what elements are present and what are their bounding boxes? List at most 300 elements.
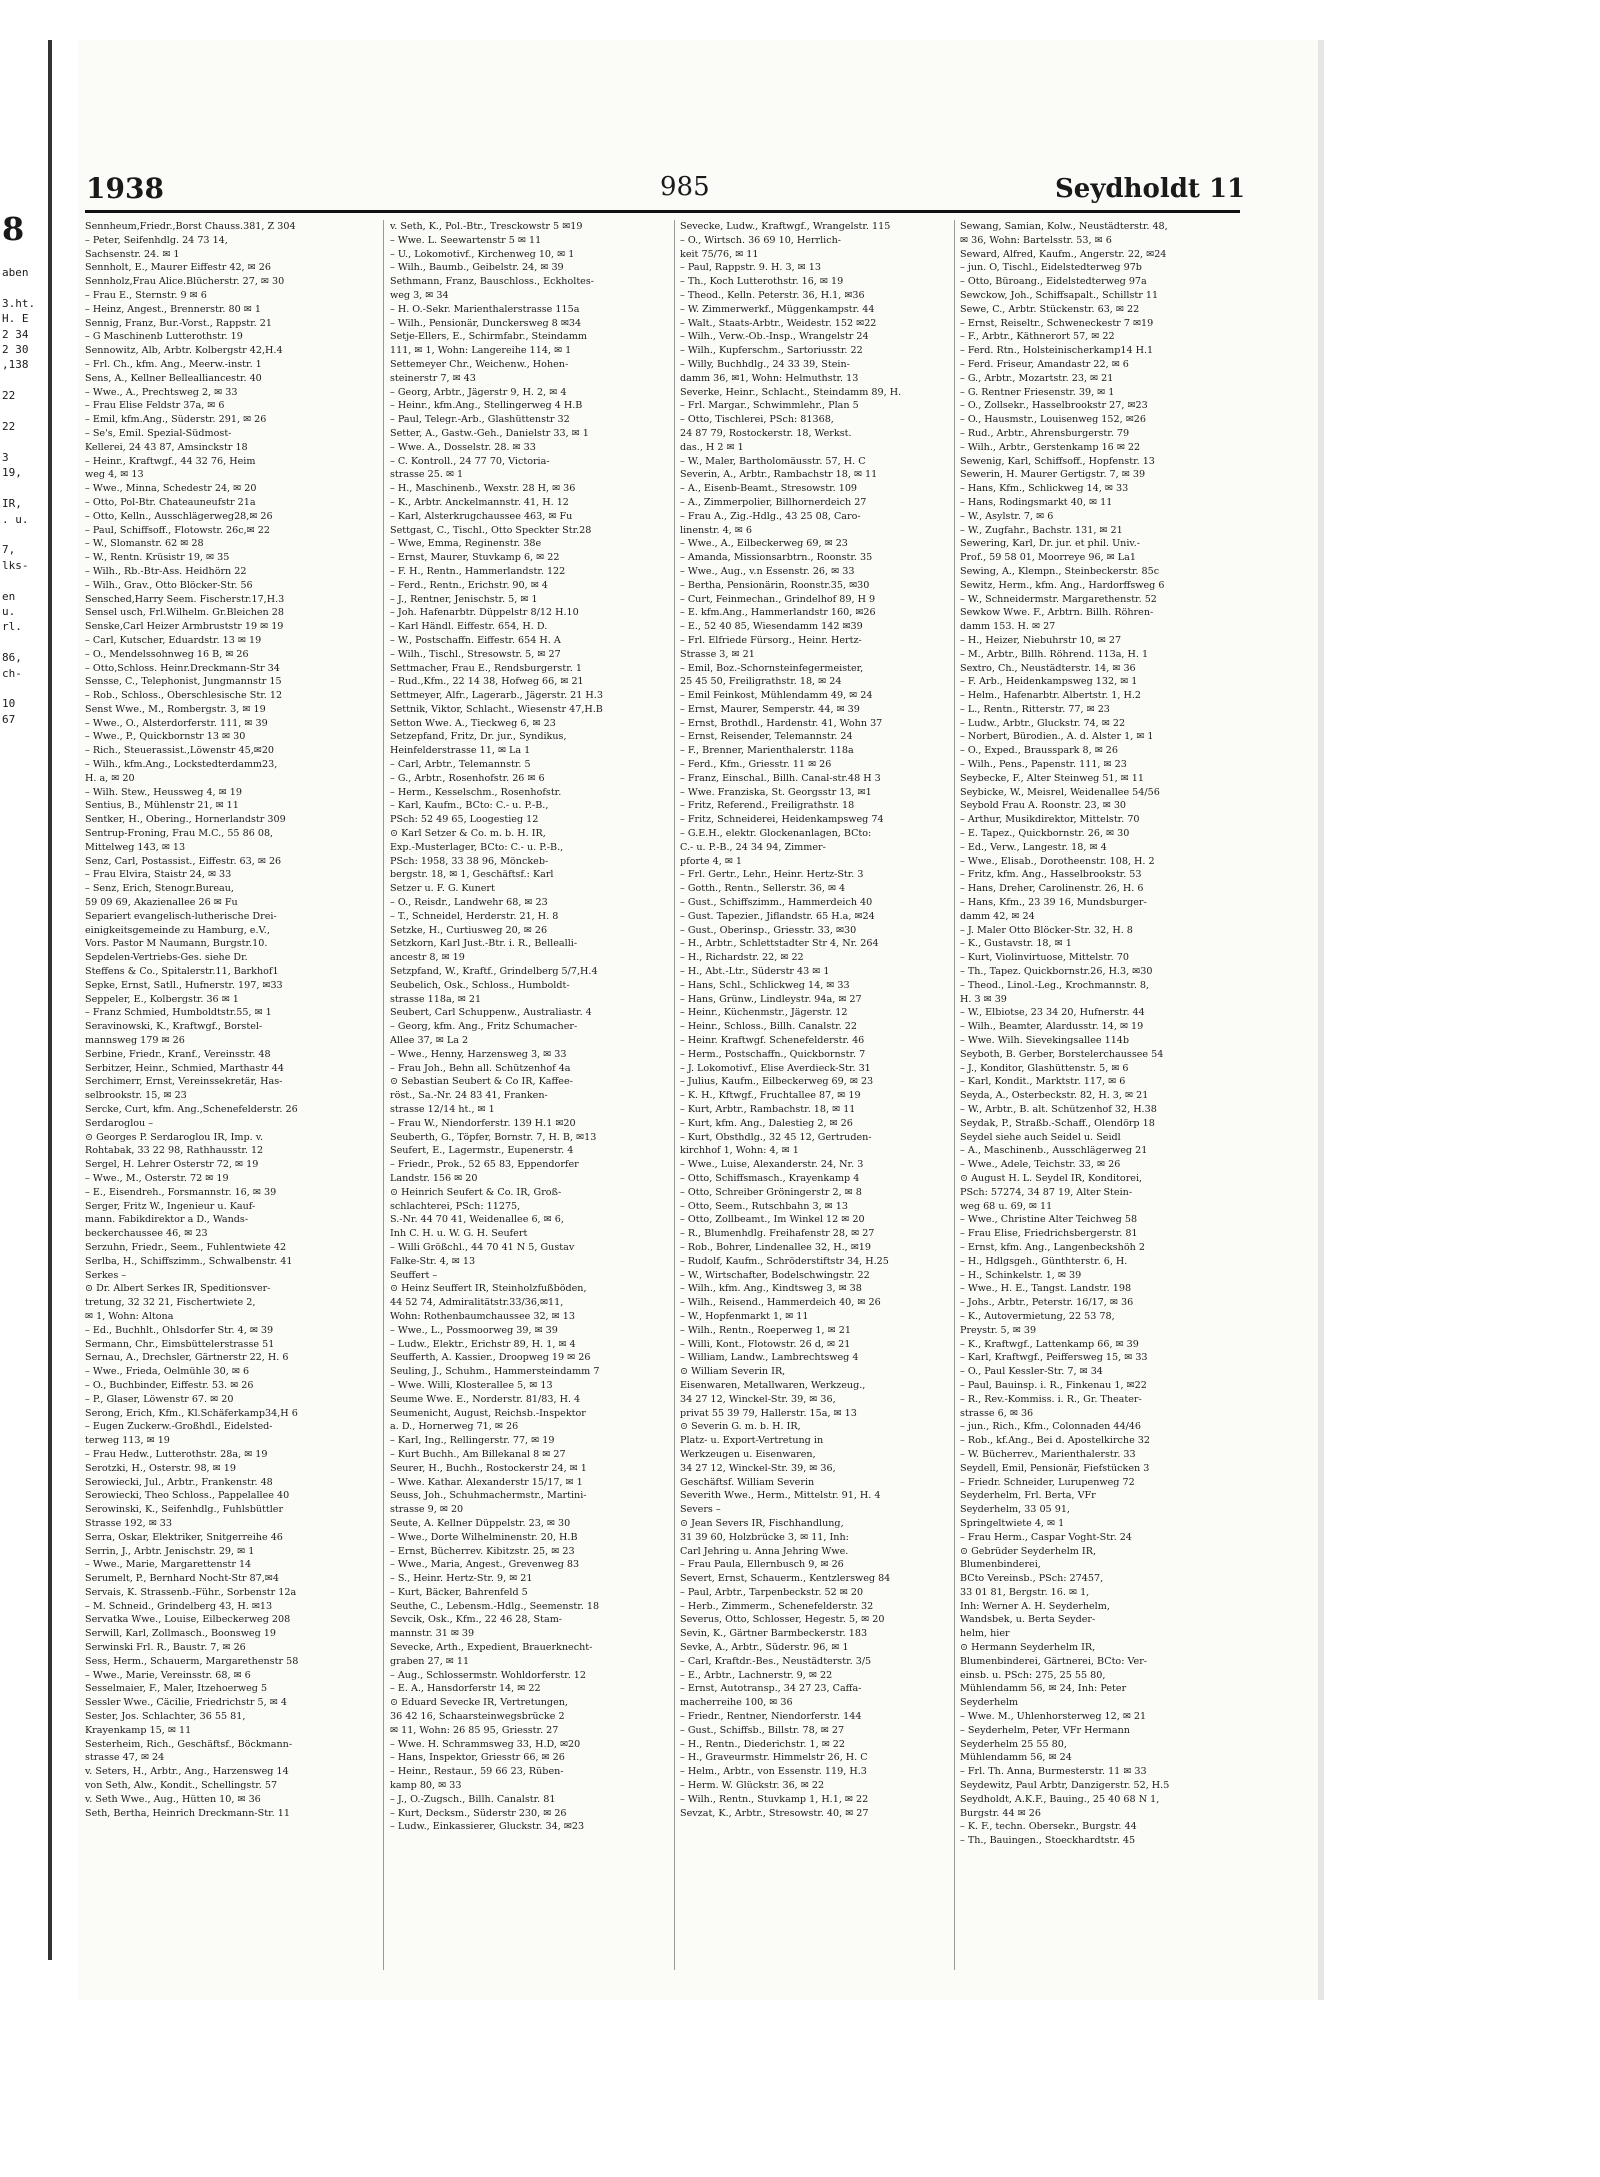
directory-entry: 44 52 74, Admiralitätstr.33/36,✉11, [390, 1297, 564, 1309]
directory-entry: – H., Maschinenb., Wexstr. 28 H, ✉ 36 [390, 483, 576, 495]
directory-entry: – Wilh., Rentn., Stuvkamp 1, H.1, ✉ 22 [680, 1793, 869, 1805]
directory-entry: – J., O.-Zugsch., Billh. Canalstr. 81 [390, 1793, 556, 1805]
directory-entry: strasse 118a, ✉ 21 [390, 993, 482, 1005]
directory-entry: – Ernst, Reiseltr., Schweneckestr 7 ✉19 [960, 317, 1154, 329]
directory-entry: beckerchaussee 46, ✉ 23 [85, 1228, 208, 1240]
directory-entry: Sernau, A., Drechsler, Gärtnerstr 22, H. 6 [85, 1352, 289, 1364]
directory-entry: Serowiecki, Jul., Arbtr., Frankenstr. 48 [85, 1476, 273, 1488]
directory-entry: – E. Tapez., Quickbornstr. 26, ✉ 30 [960, 828, 1130, 840]
directory-entry: Sermann, Chr., Eimsbüttelerstrasse 51 [85, 1338, 275, 1350]
directory-entry: – Wilh., Kupferschm., Sartoriusstr. 22 [680, 345, 863, 357]
directory-entry: Allee 37, ✉ La 2 [390, 1035, 469, 1047]
directory-entry: Seuthe, C., Lebensm.-Hdlg., Seemenstr. 18 [390, 1600, 600, 1612]
directory-entry: Blumenbinderei, [960, 1559, 1041, 1571]
directory-entry: – Herm., Kesselschm., Rosenhofstr. [390, 786, 562, 798]
directory-entry: – E. kfm.Ang., Hammerlandstr 160, ✉26 [680, 607, 876, 619]
directory-entry: Wandsbek, u. Berta Seyder- [960, 1614, 1096, 1626]
directory-entry: – Theod., Linol.-Leg., Krochmannstr. 8, [960, 979, 1150, 991]
directory-entry: Seuling, J., Schuhm., Hammersteindamm 7 [390, 1366, 600, 1378]
directory-entry: Seubelich, Osk., Schloss., Humboldt- [390, 979, 570, 991]
directory-entry: damm 36, ✉1, Wohn: Helmuthstr. 13 [680, 372, 859, 384]
directory-entry: – Karl, Kondit., Marktstr. 117, ✉ 6 [960, 1076, 1126, 1088]
directory-entry: Sepke, Ernst, Satll., Hufnerstr. 197, ✉33 [85, 979, 283, 991]
directory-entry: – Julius, Kaufm., Eilbeckerweg 69, ✉ 23 [680, 1076, 874, 1088]
directory-entry: terweg 113, ✉ 19 [85, 1435, 170, 1447]
directory-entry: ⊙ Eduard Sevecke IR, Vertretungen, [390, 1697, 568, 1709]
directory-entry: Landstr. 156 ✉ 20 [390, 1172, 478, 1184]
directory-entry: – Otto, Schiffsmasch., Krayenkamp 4 [680, 1172, 860, 1184]
directory-entry: – Karl, Alsterkrugchaussee 463, ✉ Fu [390, 510, 573, 522]
directory-entry: helm, hier [960, 1628, 1010, 1640]
directory-entry: – W., Zugfahr., Bachstr. 131, ✉ 21 [960, 524, 1123, 536]
column-divider [383, 220, 384, 1970]
directory-entry: – H., Rentn., Diederichstr. 1, ✉ 22 [680, 1738, 845, 1750]
directory-entry: – L., Rentn., Ritterstr. 77, ✉ 23 [960, 703, 1110, 715]
directory-entry: – Heinr., Küchenmstr., Jägerstr. 12 [680, 1007, 848, 1019]
directory-entry: Severus, Otto, Schlosser, Hegestr. 5, ✉ 20 [680, 1614, 885, 1626]
directory-entry: Exp.-Musterlager, BCto: C.- u. P.-B., [390, 841, 564, 853]
directory-entry: – Wilh., Grav., Otto Blöcker-Str. 56 [85, 579, 253, 591]
directory-entry: steinerstr 7, ✉ 43 [390, 372, 476, 384]
directory-entry: Sachsenstr. 24. ✉ 1 [85, 248, 180, 260]
directory-entry: Sentius, B., Mühlenstr 21, ✉ 11 [85, 800, 239, 812]
directory-entry: – Otto, Pol-Btr. Chateauneufstr 21a [85, 496, 256, 508]
directory-entry: Seuberth, G., Töpfer, Bornstr. 7, H. B, ✉13 [390, 1131, 597, 1143]
directory-entry: 33 01 81, Bergstr. 16. ✉ 1, [960, 1586, 1090, 1598]
directory-entry: Sevecke, Ludw., Kraftwgf., Wrangelstr. 115 [680, 221, 891, 232]
directory-entry: – Herb., Zimmerm., Schenefelderstr. 32 [680, 1600, 874, 1612]
directory-entry: ⊙ Karl Setzer & Co. m. b. H. IR, [390, 828, 546, 840]
directory-entry: – Kurt, Decksm., Süderstr 230, ✉ 26 [390, 1807, 567, 1819]
directory-entry: – Heinr. Kraftwgf. Schenefelderstr. 46 [680, 1035, 865, 1047]
directory-entry: Sennig, Franz, Bur.-Vorst., Rappstr. 21 [85, 317, 272, 329]
directory-entry: Serkes – [85, 1269, 127, 1281]
directory-entry: – Eugen Zuckerw.-Großhdl., Eidelsted- [85, 1421, 273, 1433]
directory-entry: – W., Slomanstr. 62 ✉ 28 [85, 538, 204, 550]
directory-entry: Seute, A. Kellner Düppelstr. 23, ✉ 30 [390, 1517, 571, 1529]
directory-entry: – Curt, Feinmechan., Grindelhof 89, H 9 [680, 593, 876, 605]
directory-entry: damm 153. H. ✉ 27 [960, 621, 1056, 633]
directory-entry: – H. O.-Sekr. Marienthalerstrasse 115a [390, 303, 580, 315]
directory-entry: – Emil Feinkost, Mühlendamm 49, ✉ 24 [680, 690, 873, 702]
directory-entry: Sepdelen-Vertriebs-Ges. siehe Dr. [85, 952, 248, 964]
gutter-page-digit: 8 [2, 210, 25, 248]
directory-entry: – Carl, Kutscher, Eduardstr. 13 ✉ 19 [85, 634, 262, 646]
directory-entry: – R., Rev.-Kommiss. i. R., Gr. Theater- [960, 1393, 1142, 1405]
directory-entry: PSch: 1958, 33 38 96, Mönckeb- [390, 855, 549, 867]
directory-entry: Servatka Wwe., Louise, Eilbeckerweg 208 [85, 1614, 291, 1626]
directory-entry: – Wwe. Wilh. Sievekingsallee 114b [960, 1035, 1130, 1047]
directory-entry: – Wwe., Christine Alter Teichweg 58 [960, 1214, 1138, 1226]
directory-entry: – Wilh., Tischl., Stresowstr. 5, ✉ 27 [390, 648, 561, 660]
directory-entry: Serrin, J., Arbtr. Jenischstr. 29, ✉ 1 [85, 1545, 255, 1557]
directory-entry: – Friedr. Schneider, Lurupenweg 72 [960, 1476, 1135, 1488]
directory-entry: – E. A., Hansdorferstr 14, ✉ 22 [390, 1683, 541, 1695]
directory-entry: Sennholt, E., Maurer Eiffestr 42, ✉ 26 [85, 262, 271, 274]
directory-entry: – Gust., Schiffszimm., Hammerdeich 40 [680, 897, 873, 909]
directory-entry: Settmacher, Frau E., Rendsburgerstr. 1 [390, 662, 582, 674]
directory-entry: – Herm. W. Glückstr. 36, ✉ 22 [680, 1780, 825, 1792]
directory-entry: Serbitzer, Heinr., Schmied, Marthastr 44 [85, 1062, 284, 1074]
directory-entry: – Norbert, Bürodien., A. d. Alster 1, ✉ 1 [960, 731, 1154, 743]
directory-entry: ✉ 36, Wohn: Bartelsstr. 53, ✉ 6 [960, 234, 1112, 246]
directory-entry: Mittelweg 143, ✉ 13 [85, 841, 186, 853]
directory-entry: Seydak, P., Straßb.-Schaff., Olendörp 18 [960, 1117, 1155, 1129]
directory-entry: – Wwe. Kathar. Alexanderstr 15/17, ✉ 1 [390, 1476, 583, 1488]
directory-entry: Seydell, Emil, Pensionär, Fiefstücken 3 [960, 1462, 1150, 1474]
directory-entry: – Franz Schmied, Humboldtstr.55, ✉ 1 [85, 1007, 272, 1019]
directory-entry: Inh: Werner A. H. Seyderhelm, [960, 1600, 1110, 1612]
directory-entry: – Rob., Bohrer, Lindenallee 32, H., ✉19 [680, 1241, 871, 1253]
directory-entry: – Wwe., Henny, Harzensweg 3, ✉ 33 [390, 1048, 567, 1060]
directory-entry: – Helm., Hafenarbtr. Albertstr. 1, H.2 [960, 690, 1142, 702]
directory-entry: Seyboth, B. Gerber, Borstelerchaussee 54 [960, 1048, 1164, 1060]
directory-entry: 111, ✉ 1, Wohn: Langereihe 114, ✉ 1 [390, 345, 572, 357]
directory-entry: – Wilh., Baumb., Geibelstr. 24, ✉ 39 [390, 262, 564, 274]
directory-entry: – Peter, Seifenhdlg. 24 73 14, [85, 234, 228, 246]
directory-entry: – G Maschinenb Lutterothstr. 19 [85, 331, 243, 343]
directory-entry: v. Seters, H., Arbtr., Ang., Harzensweg 14 [85, 1766, 289, 1778]
directory-entry: – H., Heizer, Niebuhrstr 10, ✉ 27 [960, 634, 1122, 646]
directory-entry: – Otto, Tischlerei, PSch: 81368, [680, 414, 834, 426]
directory-entry: Seuss, Joh., Schuhmachermstr., Martini- [390, 1490, 587, 1502]
directory-entry: – Wilh., Beamter, Alardusstr. 14, ✉ 19 [960, 1021, 1144, 1033]
directory-entry: – Wwe., P., Quickbornstr 13 ✉ 30 [85, 731, 246, 743]
directory-entry: – Kurt Buchh., Am Billekanal 8 ✉ 27 [390, 1448, 566, 1460]
directory-entry: – Frau Joh., Behn all. Schützenhof 4a [390, 1062, 571, 1074]
directory-entry: – Otto, Zollbeamt., Im Winkel 12 ✉ 20 [680, 1214, 865, 1226]
directory-entry: – Willi, Kont., Flotowstr. 26 d, ✉ 21 [680, 1338, 851, 1350]
directory-entry: Serlba, H., Schiffszimm., Schwalbenstr. 41 [85, 1255, 293, 1267]
directory-entry: – Frl. Elfriede Fürsorg., Heinr. Hertz- [680, 634, 862, 646]
directory-entry: – G., Arbtr., Mozartstr. 23, ✉ 21 [960, 372, 1114, 384]
directory-entry: Serbine, Friedr., Kranf., Vereinsstr. 48 [85, 1048, 271, 1060]
directory-entry: einsb. u. PSch: 275, 25 55 80, [960, 1669, 1106, 1681]
directory-entry: Heinfelderstrasse 11, ✉ La 1 [390, 745, 531, 757]
directory-entry: Setter, A., Gastw.-Geh., Danielstr 33, ✉ 1 [390, 427, 589, 439]
directory-entry: Falke-Str. 4, ✉ 13 [390, 1255, 476, 1267]
directory-entry: Seubert, Carl Schuppenw., Australiastr. 4 [390, 1007, 592, 1019]
directory-entry: – G., Arbtr., Rosenhofstr. 26 ✉ 6 [390, 772, 545, 784]
directory-entry: Serumelt, P., Bernhard Nocht-Str 87,✉4 [85, 1573, 279, 1585]
directory-entry: – O., Hausmstr., Louisenweg 152, ✉26 [960, 414, 1146, 426]
directory-entry: – Fritz, Referend., Freiligrathstr. 18 [680, 800, 855, 812]
directory-entry: – Frl. Gertr., Lehr., Heinr. Hertz-Str. 3 [680, 869, 864, 881]
directory-entry: Geschäftsf. William Severin [680, 1476, 815, 1488]
directory-entry: Sentker, H., Obering., Hornerlandstr 309 [85, 814, 286, 826]
directory-entry: Seybecke, F., Alter Steinweg 51, ✉ 11 [960, 772, 1144, 784]
directory-entry: Sensel usch, Frl.Wilhelm. Gr.Bleichen 28 [85, 607, 284, 619]
directory-entry: – Rudolf, Kaufm., Schröderstiftstr 34, H.25 [680, 1255, 889, 1267]
directory-entry: – Ferd. Friseur, Amandastr 22, ✉ 6 [960, 358, 1129, 370]
directory-entry: – Ernst, Maurer, Stuvkamp 6, ✉ 22 [390, 552, 560, 564]
directory-entry: Seyderhelm 25 55 80, [960, 1738, 1067, 1750]
directory-entry: Serotzki, H., Osterstr. 98, ✉ 19 [85, 1462, 236, 1474]
directory-entry: – W., Maler, Bartholomäusstr. 57, H. C [680, 455, 866, 467]
directory-entry: – Rich., Steuerassist.,Löwenstr 45,✉20 [85, 745, 275, 757]
directory-entry: – W., Schneidermstr. Margarethenstr. 52 [960, 593, 1157, 605]
directory-entry: – Bertha, Pensionärin, Roonstr.35, ✉30 [680, 579, 870, 591]
directory-entry: – Ernst, Autotransp., 34 27 23, Caffa- [680, 1683, 862, 1695]
directory-entry: – Wilh., Reisend., Hammerdeich 40, ✉ 26 [680, 1297, 881, 1309]
directory-entry: Seybicke, W., Meisrel, Weidenallee 54/56 [960, 786, 1160, 798]
directory-entry: – jun. O, Tischl., Eidelstedterweg 97b [960, 262, 1142, 274]
directory-entry: Senz, Carl, Postassist., Eiffestr. 63, ✉ 26 [85, 855, 282, 867]
column-3 [680, 220, 970, 1970]
directory-entry: – Gust., Schiffsb., Billstr. 78, ✉ 27 [680, 1724, 845, 1736]
directory-entry: – Wwe., Aug., v.n Essenstr. 26, ✉ 33 [680, 565, 855, 577]
directory-entry: – W. Zimmerwerkf., Müggenkampstr. 44 [680, 303, 875, 315]
directory-entry: – Frau E., Sternstr. 9 ✉ 6 [85, 289, 207, 301]
directory-entry: Sethmann, Franz, Bauschloss., Eckholtes- [390, 276, 595, 288]
directory-entry: Serong, Erich, Kfm., Kl.Schäferkamp34,H 6 [85, 1407, 298, 1419]
directory-entry: Vors. Pastor M Naumann, Burgstr.10. [85, 938, 268, 950]
directory-entry: – W., Postschaffn. Eiffestr. 654 H. A [390, 634, 561, 646]
column-2 [390, 220, 680, 1970]
directory-entry: – Wwe. L. Seewartenstr 5 ✉ 11 [390, 234, 542, 246]
directory-entry: Setje-Ellers, E., Schirmfabr., Steindamm [390, 331, 587, 343]
directory-entry: – Wilh., Pensionär, Dunckersweg 8 ✉34 [390, 317, 582, 329]
directory-entry: ⊙ Jean Severs IR, Fischhandlung, [680, 1517, 844, 1529]
directory-entry: Sergel, H. Lehrer Osterstr 72, ✉ 19 [85, 1159, 259, 1171]
directory-entry: – Georg, Arbtr., Jägerstr 9, H. 2, ✉ 4 [390, 386, 567, 398]
directory-entry: Sercke, Curt, kfm. Ang.,Schenefelderstr. 26 [85, 1104, 298, 1115]
directory-entry: – Paul, Bauinsp. i. R., Finkenau 1, ✉22 [960, 1379, 1147, 1391]
directory-entry: Sevzat, K., Arbtr., Stresowstr. 40, ✉ 27 [680, 1807, 869, 1819]
directory-entry: – A., Eisenb-Beamt., Stresowstr. 109 [680, 483, 858, 495]
directory-entry: – H., Schinkelstr. 1, ✉ 39 [960, 1269, 1082, 1281]
directory-entry: – Otto, Schreiber Gröningerstr 2, ✉ 8 [680, 1186, 862, 1198]
directory-entry: kamp 80, ✉ 33 [390, 1780, 462, 1792]
directory-entry: 24 87 79, Rostockerstr. 18, Werkst. [680, 427, 852, 439]
directory-entry: – K. H., Kftwgf., Fruchtallee 87, ✉ 19 [680, 1090, 861, 1102]
directory-entry: – Frau Elvira, Staistr 24, ✉ 33 [85, 869, 232, 881]
directory-entry: – Wilh., Arbtr., Gerstenkamp 16 ✉ 22 [960, 441, 1141, 453]
directory-entry: – Carl, Kraftdr.-Bes., Neustädterstr. 3/5 [680, 1655, 872, 1667]
directory-entry: mannstr. 31 ✉ 39 [390, 1628, 475, 1640]
directory-entry: Serger, Fritz W., Ingenieur u. Kauf- [85, 1200, 256, 1212]
directory-entry: Sesterheim, Rich., Geschäftsf., Böckmann- [85, 1738, 293, 1750]
directory-entry: – Amanda, Missionsarbtrn., Roonstr. 35 [680, 552, 873, 564]
directory-entry: – Hans, Grünw., Lindleystr. 94a, ✉ 27 [680, 993, 862, 1005]
directory-entry: – Otto, Seem., Rutschbahn 3, ✉ 13 [680, 1200, 848, 1212]
directory-entry: – Wilh., Rb.-Btr-Ass. Heidhörn 22 [85, 565, 247, 577]
directory-entry: – Otto,Schloss. Heinr.Dreckmann-Str 34 [85, 662, 280, 674]
directory-entry: – Hans, Dreher, Carolinenstr. 26, H. 6 [960, 883, 1144, 895]
directory-entry: – Heinr., Schloss., Billh. Canalstr. 22 [680, 1021, 857, 1033]
directory-entry: – Arthur, Musikdirektor, Mittelstr. 70 [960, 814, 1140, 826]
directory-entry: – W., Hopfenmarkt 1, ✉ 11 [680, 1310, 809, 1322]
directory-entry: – Ernst, Maurer, Semperstr. 44, ✉ 39 [680, 703, 860, 715]
directory-entry: – Wwe. M., Uhlenhorsterweg 12, ✉ 21 [960, 1711, 1147, 1723]
directory-entry: – Th., Bauingen., Stoeckhardtstr. 45 [960, 1835, 1136, 1847]
directory-entry: Sewang, Samian, Kolw., Neustädterstr. 48, [960, 221, 1168, 232]
column-divider [674, 220, 675, 1970]
directory-entry: 34 27 12, Winckel-Str. 39, ✉ 36, [680, 1462, 836, 1474]
directory-entry: – Emil, kfm.Ang., Süderstr. 291, ✉ 26 [85, 414, 267, 426]
directory-entry: – O., Wirtsch. 36 69 10, Herrlich- [680, 234, 842, 246]
directory-entry: das., H 2 ✉ 1 [680, 441, 744, 453]
header-running-head: Seydholdt 11 [1055, 174, 1246, 204]
directory-entry: – Ernst, Bücherrev. Kibitzstr. 25, ✉ 23 [390, 1545, 575, 1557]
directory-entry: Setzkorn, Karl Just.-Btr. i. R., Bellealli- [390, 938, 578, 950]
directory-entry: von Seth, Alw., Kondit., Schellingstr. 57 [85, 1780, 278, 1792]
directory-entry: Sewckow, Joh., Schiffsapalt., Schillstr 11 [960, 289, 1159, 301]
directory-entry: – Ferd. Rtn., Holsteinischerkamp14 H.1 [960, 345, 1154, 357]
directory-entry: Seyda, A., Osterbeckstr. 82, H. 3, ✉ 21 [960, 1090, 1149, 1102]
directory-entry: – Wwe., Maria, Angest., Grevenweg 83 [390, 1559, 580, 1571]
directory-entry: – Wwe. Willi, Klosterallee 5, ✉ 13 [390, 1379, 553, 1391]
directory-entry: – Frau Hedw., Lutterothstr. 28a, ✉ 19 [85, 1448, 268, 1460]
directory-entry: – W., Rentn. Krüsistr 19, ✉ 35 [85, 552, 230, 564]
directory-entry: ⊙ August H. L. Seydel IR, Konditorei, [960, 1172, 1143, 1184]
directory-entry: Setzepfand, Fritz, Dr. jur., Syndikus, [390, 731, 567, 743]
directory-entry: – Paul, Schiffsoff., Flotowstr. 26c,✉ 22 [85, 524, 270, 536]
directory-entry: – Wwe., Adele, Teichstr. 33, ✉ 26 [960, 1159, 1121, 1171]
directory-entry: 25 45 50, Freiligrathstr. 18, ✉ 24 [680, 676, 842, 688]
directory-entry: selbrookstr. 15, ✉ 23 [85, 1090, 187, 1102]
directory-entry: – K., Gustavstr. 18, ✉ 1 [960, 938, 1072, 950]
directory-entry: – Wilh., Rentn., Roeperweg 1, ✉ 21 [680, 1324, 851, 1336]
directory-entry: – Wwe., H. E., Tangst. Landstr. 198 [960, 1283, 1132, 1295]
directory-entry: PSch: 57274, 34 87 19, Alter Stein- [960, 1186, 1133, 1198]
directory-entry: strasse 47, ✉ 24 [85, 1752, 165, 1764]
directory-entry: Serowiecki, Theo Schloss., Pappelallee 40 [85, 1490, 290, 1502]
directory-entry: – Hans, Rodingsmarkt 40, ✉ 11 [960, 496, 1113, 508]
directory-entry: keit 75/76, ✉ 11 [680, 248, 759, 260]
directory-entry: – Otto, Büroang., Eidelstedterweg 97a [960, 276, 1147, 288]
directory-entry: – Hans, Inspektor, Griesstr 66, ✉ 26 [390, 1752, 565, 1764]
directory-entry: – Wwe., Marie, Vereinsstr. 68, ✉ 6 [85, 1669, 251, 1681]
directory-entry: – Joh. Hafenarbtr. Düppelstr 8/12 H.10 [390, 607, 579, 619]
directory-entry: damm 42, ✉ 24 [960, 910, 1035, 922]
directory-entry: Sewerin, H. Maurer Gertigstr. 7, ✉ 39 [960, 469, 1146, 481]
directory-entry: Serra, Oskar, Elektriker, Snitgerreihe 46 [85, 1531, 283, 1543]
directory-entry: – Wwe., Marie, Margarettenstr 14 [85, 1559, 252, 1571]
directory-entry: – Wwe., Luise, Alexanderstr. 24, Nr. 3 [680, 1159, 864, 1171]
directory-entry: Sens, A., Kellner Bellealliancestr. 40 [85, 372, 262, 384]
directory-entry: Settgast, C., Tischl., Otto Speckter Str.28 [390, 524, 592, 536]
directory-entry: – jun., Rich., Kfm., Colonnaden 44/46 [960, 1421, 1142, 1433]
directory-entry: – S., Heinr. Hertz-Str. 9, ✉ 21 [390, 1573, 533, 1585]
directory-entry: – Paul, Rappstr. 9. H. 3, ✉ 13 [680, 262, 821, 274]
directory-entry: Sennheum,Friedr.,Borst Chauss.381, Z 304 [85, 221, 296, 232]
directory-entry: Platz- u. Export-Vertretung in [680, 1435, 824, 1447]
directory-entry: ✉ 11, Wohn: 26 85 95, Griesstr. 27 [390, 1724, 559, 1736]
directory-entry: kirchhof 1, Wohn: 4, ✉ 1 [680, 1145, 799, 1157]
directory-entry: – Ludw., Elektr., Erichstr 89, H. 1, ✉ 4 [390, 1338, 576, 1350]
directory-entry: Sewing, A., Klempn., Steinbeckerstr. 85c [960, 565, 1160, 577]
directory-entry: Sess, Herm., Schauerm, Margarethenstr 58 [85, 1655, 299, 1667]
directory-entry: – T., Schneidel, Herderstr. 21, H. 8 [390, 910, 559, 922]
directory-entry: – Th., Tapez. Quickbornstr.26, H.3, ✉30 [960, 966, 1153, 978]
directory-entry: a. D., Hornerweg 71, ✉ 26 [390, 1421, 519, 1433]
directory-entry: bergstr. 18, ✉ 1, Geschäftsf.: Karl [390, 869, 554, 881]
directory-entry: – Paul, Arbtr., Tarpenbeckstr. 52 ✉ 20 [680, 1586, 864, 1598]
directory-entry: – Se's, Emil. Spezial-Südmost- [85, 427, 232, 439]
directory-entry: v. Seth Wwe., Aug., Hütten 10, ✉ 36 [85, 1793, 261, 1805]
directory-entry: ⊙ Gebrüder Seyderhelm IR, [960, 1545, 1096, 1557]
directory-entry: Settnik, Viktor, Schlacht., Wiesenstr 47,H.B [390, 703, 603, 715]
directory-entry: Sevcik, Osk., Kfm., 22 46 28, Stam- [390, 1614, 563, 1626]
directory-entry: Senske,Carl Heizer Armbruststr 19 ✉ 19 [85, 621, 284, 633]
directory-entry: – Wwe., A., Prechtsweg 2, ✉ 33 [85, 386, 238, 398]
directory-entry: – Gust., Oberinsp., Griesstr. 33, ✉30 [680, 924, 857, 936]
directory-entry: – Friedr., Rentner, Niendorferstr. 144 [680, 1711, 862, 1723]
directory-entry: – Wwe, Emma, Reginenstr. 38e [390, 538, 542, 550]
directory-entry: strasse 12/14 ht., ✉ 1 [390, 1104, 495, 1115]
directory-entry: Seume Wwe. E., Norderstr. 81/83, H. 4 [390, 1393, 581, 1405]
directory-entry: – Wwe., Elisab., Dorotheenstr. 108, H. 2 [960, 855, 1155, 867]
directory-entry: Serchimerr, Ernst, Vereinssekretär, Has- [85, 1076, 283, 1088]
directory-entry: – Kurt, Arbtr., Rambachstr. 18, ✉ 11 [680, 1104, 856, 1115]
directory-entry: – Hans, Kfm., 23 39 16, Mundsburger- [960, 897, 1147, 909]
directory-entry: – Ferd., Kfm., Griesstr. 11 ✉ 26 [680, 759, 832, 771]
directory-entry: – Wwe., Dorte Wilhelminenstr. 20, H.B [390, 1531, 578, 1543]
directory-entry: Sextro, Ch., Neustädterstr. 14, ✉ 36 [960, 662, 1136, 674]
directory-entry: – Rob., Schloss., Oberschlesische Str. 12 [85, 690, 283, 702]
directory-entry: graben 27, ✉ 11 [390, 1655, 470, 1667]
directory-entry: Strasse 3, ✉ 21 [680, 648, 755, 660]
directory-entry: – Ludw., Arbtr., Gluckstr. 74, ✉ 22 [960, 717, 1126, 729]
directory-entry: Werkzeugen u. Eisenwaren, [680, 1448, 816, 1460]
directory-entry: – Wwe., L., Possmoorweg 39, ✉ 39 [390, 1324, 558, 1336]
directory-entry: Severt, Ernst, Schauerm., Kentzlersweg 84 [680, 1573, 891, 1585]
directory-entry: Serwinski Frl. R., Baustr. 7, ✉ 26 [85, 1642, 246, 1654]
directory-entry: – W., Wirtschafter, Bodelschwingstr. 22 [680, 1269, 870, 1281]
directory-entry: – Wwe., M., Osterstr. 72 ✉ 19 [85, 1172, 229, 1184]
directory-entry: – Frl. Ch., kfm. Ang., Meerw.-instr. 1 [85, 358, 262, 370]
directory-entry: – Wwe., O., Alsterdorferstr. 111, ✉ 39 [85, 717, 268, 729]
directory-entry: Seydewitz, Paul Arbtr, Danzigerstr. 52, H.5 [960, 1780, 1170, 1792]
directory-entry: Seyderhelm, Frl. Berta, VFr [960, 1490, 1096, 1502]
directory-entry: – F. Arb., Heidenkampsweg 132, ✉ 1 [960, 676, 1138, 688]
directory-entry: ⊙ Heinrich Seufert & Co. IR, Groß- [390, 1186, 562, 1198]
directory-entry: linenstr. 4, ✉ 6 [680, 524, 752, 536]
directory-entry: Sewering, Karl, Dr. jur. et phil. Univ.- [960, 538, 1141, 550]
directory-entry: – Helm., Arbtr., von Essenstr. 119, H.3 [680, 1766, 867, 1778]
directory-entry: – Wilh., kfm. Ang., Kindtsweg 3, ✉ 38 [680, 1283, 862, 1295]
directory-entry: – K. F., techn. Obersekr., Burgstr. 44 [960, 1821, 1137, 1833]
directory-entry: Sentrup-Froning, Frau M.C., 55 86 08, [85, 828, 274, 840]
directory-entry: – Willi Größchl., 44 70 41 N 5, Gustav [390, 1241, 575, 1253]
directory-entry: Sensse, C., Telephonist, Jungmannstr 15 [85, 676, 282, 688]
directory-entry: Burgstr. 44 ✉ 26 [960, 1807, 1041, 1819]
header-page-number: 985 [660, 172, 710, 202]
directory-entry: – W., Elbiotse, 23 34 20, Hufnerstr. 44 [960, 1007, 1145, 1019]
directory-entry: – Wwe. A., Dosselstr. 28. ✉ 33 [390, 441, 536, 453]
directory-entry: – F., Brenner, Marienthalerstr. 118a [680, 745, 854, 757]
directory-entry: – J., Rentner, Jenischstr. 5, ✉ 1 [390, 593, 538, 605]
directory-entry: – Ernst, Reisender, Telemannstr. 24 [680, 731, 853, 743]
directory-entry: – O., Paul Kessler-Str. 7, ✉ 34 [960, 1366, 1103, 1378]
directory-entry: Sewe, C., Arbtr. Stückenstr. 63, ✉ 22 [960, 303, 1140, 315]
directory-entry: – Wilh., Verw.-Ob.-Insp., Wrangelstr 24 [680, 331, 869, 343]
directory-entry: – Ludw., Einkassierer, Gluckstr. 34, ✉23 [390, 1821, 585, 1833]
directory-entry: Seydholdt, A.K.F., Bauing., 25 40 68 N 1, [960, 1793, 1160, 1805]
directory-entry: Inh C. H. u. W. G. H. Seufert [390, 1228, 528, 1240]
directory-entry: Sewenig, Karl, Schiffsoff., Hopfenstr. 13 [960, 455, 1155, 467]
directory-entry: – Willy, Buchhdlg., 24 33 39, Stein- [680, 358, 850, 370]
gutter-text-fragments: aben 3.ht. H. E 2 34 2 30 ,138 22 22 3 19, IR, . u. 7, lks- en u. rl. 86, ch- 10 67 [2, 266, 36, 726]
header-year: 1938 [86, 172, 164, 205]
directory-entry: 31 39 60, Holzbrücke 3, ✉ 11, Inh: [680, 1531, 849, 1543]
directory-entry: Servais, K. Strassenb.-Führ., Sorbenstr 12a [85, 1586, 297, 1598]
directory-entry: Sewkow Wwe. F., Arbtrn. Billh. Röhren- [960, 607, 1154, 619]
directory-entry: ⊙ Dr. Albert Serkes IR, Speditionsver- [85, 1283, 271, 1295]
directory-entry: ⊙ Severin G. m. b. H. IR, [680, 1421, 801, 1433]
directory-entry: – Ferd., Rentn., Erichstr. 90, ✉ 4 [390, 579, 548, 591]
